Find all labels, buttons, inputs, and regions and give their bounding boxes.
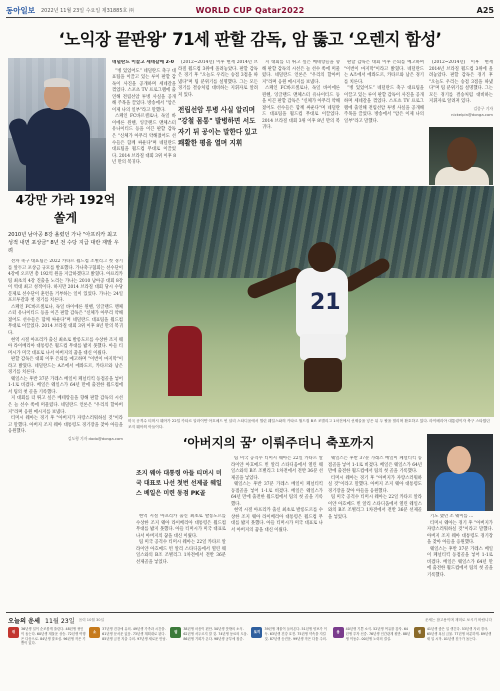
sidebar-body-text-3: 현역 시절 아프리카 출신 최초로 발롱도르를 수상한 조지 웨아 라이베리아 대통령은 월드컵 무대를 밟지 못했다. 아들 티머시가 미국 대표로 나서 아버지의 꿈을 대신 이뤘다. bbox=[8, 337, 123, 356]
sidebar-headline: 4강만 가라 192억 쏠게 bbox=[15, 193, 116, 225]
fortune-date: 11월 23일 bbox=[45, 617, 75, 625]
newspaper-name: 동아일보 bbox=[6, 5, 35, 15]
article1-pullquote: 전립선암 투병 사실 알리며 "강철 몸통" 발병하면 서도 자기 뒤 공이는 말한다 있고 쾌활한 평을 열며 지휘 bbox=[178, 106, 258, 147]
article1-col1-text: “병 있었어도” 네덜란드 축구 대표팀을 이끌고 있는 루이 판할 감독이 사진을 공개하며 세네갈을 꺾었다. 스포츠 TV 프로그램에 출연해 전립선암 투병 사실을 공개해 주목을 끌었다. 방송에서 "암은 이제 나의 일부"라고 말했다. bbox=[112, 68, 176, 113]
article2-column-4 bbox=[427, 514, 493, 608]
article1-column-4 bbox=[344, 60, 424, 186]
article2-col3-text: 웨일스는 후반 37분 가레스 베일이 페널티킥 동점골을 넣어 1-1로 비겼다. 베일은 웨일스가 64년 만에 출전한 월드컵에서 팀의 첫 골을 기록했다. bbox=[328, 456, 422, 475]
sidebar-body-text-5: 웨일스는 후반 37분 가레스 베일이 페널티킥 동점골을 넣어 1-1로 비겼다. 베일은 웨일스가 64년 만에 출전한 월드컵에서 팀의 첫 골을 기록했다. bbox=[8, 376, 123, 395]
article1-reporter: 김종구 기자 nickelpin@donga.com bbox=[451, 105, 493, 118]
fortune-text: 36년생 일이 순조롭게 풀린다. 48년생 귀인이 돕는다. 60년생 재물운 상승. 72년생 여행은 다음으로. 84년생 말조심. 96년생 작은 기쁨이 있다. bbox=[21, 627, 86, 646]
article2-column-1 bbox=[136, 514, 226, 608]
fortune-item bbox=[251, 627, 329, 687]
article1-col2-text: 스페인 FC바르셀로나, 독일 바이에른 뮌헨, 잉글랜드 맨체스터 유나이티드 등을 이끈 판할 감독은 "신체가 아무리 약해졌어도 선수들은 함께 싸운다"며 네덜란드 대표팀을 월드컵 무대로 이끌었다. 2014 브라질 대회 3위 이후 8년 만의 복귀다. bbox=[112, 114, 176, 166]
article2-col2c-text: 현역 시절 아프리카 출신 최초로 발롱도르를 수상한 조지 웨아 라이베리아 대통령은 월드컵 무대를 밟지 못했다. 아들 티머시가 미국 대표로 나서 아버지의 꿈을 대신 이뤘다. bbox=[231, 508, 323, 534]
fortune-item bbox=[414, 627, 492, 687]
coach-photo bbox=[8, 58, 106, 191]
zodiac-badge: 범 bbox=[170, 627, 181, 638]
goalkeeper-photo bbox=[427, 434, 493, 511]
sidebar-body-text-6: 지 대회를 더 뛰고 싶은 베테랑들을 향해 판할 감독의 시선은 늘 선수 쪽에 머물렀다. 네덜란드 언론은 "우리의 할아버지"라며 응원 메시지를 보냈다. bbox=[8, 396, 123, 415]
article1-col6-text: (2012~2014년) 이후 현재 2014년 브라질 월드컵 3위에 올려놓았다. 판할 감독은 경기 후 "오늘도 우리는 승점 3점을 따냈다"며 팀 분위기를 설명했다. 그는 모든 경기를 결승처럼 대비하는 지휘자로 알려져 있다. bbox=[429, 60, 493, 105]
article1-col5b-text: “병 있었어도” 네덜란드 축구 대표팀을 이끌고 있는 루이 판할 감독이 사진을 공개하며 세네갈을 꺾었다. 스포츠 TV 프로그램에 출연해 전립선암 투병 사실을 공개해 주목을 끌었다. 방송에서 "암은 이제 나의 일부"라고 말했다. bbox=[344, 86, 424, 124]
bottom-rule bbox=[6, 612, 494, 613]
fortune-text: 41년생 좋은 일 생긴다. 53년생 자녀 경사. 65년생 욕심 금물. 77년생 차분하게. 89년생 새 일 시작. 01년생 친구가 돕는다. bbox=[426, 627, 492, 641]
fortune-item bbox=[333, 627, 411, 687]
article1-col4-text: 지 대회를 더 뛰고 싶은 베테랑들을 향해 판할 감독의 시선은 늘 선수 쪽에 머물렀다. 네덜란드 언론은 "우리의 할아버지"라며 응원 메시지를 보냈다. bbox=[262, 60, 340, 85]
zodiac-badge: 뱀 bbox=[414, 627, 425, 638]
article1-byline: 네덜란드 이끌고 세네갈에 2-0 bbox=[112, 60, 174, 65]
header-rule bbox=[6, 17, 494, 18]
zodiac-badge: 토끼 bbox=[251, 627, 262, 638]
zodiac-badge: 쥐 bbox=[8, 627, 19, 638]
fortune-title: 오늘의 운세 bbox=[8, 617, 41, 625]
page-number: A25 bbox=[476, 5, 494, 15]
article1-column-2 bbox=[178, 60, 258, 104]
article2-col1-text: 현역 시절 아프리카 출신 최초로 발롱도르를 수상한 조지 웨아 라이베리아 대통령은 월드컵 무대를 밟지 못했다. 아들 티머시가 미국 대표로 나서 아버지의 꿈을 대신 이뤘다. bbox=[136, 514, 226, 539]
main-headline: ‘노익장 끝판왕’ 71세 판할 감독, 암 뚫고 ‘오렌지 함성’ bbox=[58, 30, 442, 49]
article1-col3-text: (2012~2014년) 이후 현재 2014년 브라질 월드컵 3위에 올려놓았다. 판할 감독은 경기 후 "오늘도 우리는 승점 3점을 따냈다"며 팀 분위기를 설명했다. 그는 모든 경기를 결승처럼 대비하는 지휘자로 알려져 있다. bbox=[178, 60, 258, 98]
sidebar-body bbox=[8, 259, 123, 607]
fortune-item bbox=[8, 627, 86, 687]
article1-col5-text: 판할 감독은 대회 이후 은퇴를 예고하며 "이번이 마지막"이라고 밝혔다. 네덜란드는 A조에서 에콰도르, 카타르와 남은 경기를 치른다. bbox=[344, 60, 424, 85]
article2-col4b-text: 웨일스는 후반 37분 가레스 베일이 페널티킥 동점골을 넣어 1-1로 비겼다. 베일은 웨일스가 64년 만에 출전한 월드컵에서 팀의 첫 골을 기록했다. bbox=[427, 546, 493, 578]
fortune-grid bbox=[8, 627, 492, 687]
sidebar-body-text-4: 판할 감독은 대회 이후 은퇴를 예고하며 "이번이 마지막"이라고 밝혔다. 네덜란드는 A조에서 에콰도르, 카타르와 남은 경기를 치른다. bbox=[8, 357, 123, 376]
article2-gk-caption: 기도 했던 조 웨이를 ... bbox=[430, 514, 474, 519]
section-logo: WORLD CUP Qatar2022 bbox=[195, 5, 305, 15]
article2-col4-text: 티머시 웨아는 경기 후 "아버지가 자랑스러워하실 것"이라고 말했다. 아버지 조지 웨아 대통령도 경기장을 찾아 아들을 응원했다. bbox=[427, 520, 493, 546]
fortune-lunar-date: 음력 10월 30일 bbox=[78, 617, 105, 622]
article1-column-5 bbox=[429, 60, 493, 126]
article1-column-1 bbox=[112, 60, 176, 188]
sidebar-body-text: 전차 축구 대표팀은 2022 카타르 월드컵 조별리그 첫 경기를 앞두고 포상금 규모를 발표했다. 가나축구협회는 선수단이 4강에 오르면 총 192억 원을 지급하겠다고 밝혔다. 아프리카 팀 최초의 4강 진출을 노리는 가나는 2010 남아공 대회 8강이 역대 최고 성적이다. 하지만 2014 브라질 대회 당시 수당 문제로 선수단이 훈련을 거부하는 일이 있었다. 가나는 24일 포르투갈과 첫 경기를 치른다. bbox=[8, 259, 123, 304]
fortune-item bbox=[170, 627, 248, 687]
sidebar-body-text-7: 티머시 웨아는 경기 후 "아버지가 자랑스러워하실 것"이라고 말했다. 아버지 조지 웨아 대통령도 경기장을 찾아 아들을 응원했다. bbox=[8, 416, 123, 435]
sidebar-reporter: 김도형 기자 dodo@donga.com bbox=[67, 435, 123, 441]
fortune-item bbox=[89, 627, 167, 687]
sidebar-body-text-2: 스페인 FC바르셀로나, 독일 바이에른 뮌헨, 잉글랜드 맨체스터 유나이티드 등을 이끈 판할 감독은 "신체가 아무리 약해졌어도 선수들은 함께 싸운다"며 네덜란드 대표팀을 월드컵 무대로 이끌었다. 2014 브라질 대회 3위 이후 8년 만의 복귀다. bbox=[8, 304, 123, 337]
article2-subheadline: 조지 웨아 대통령 아들 티머시 미국 대표로 나선 첫번 선제골 웨일스 베일은 미련 동점 PK골 bbox=[136, 470, 222, 498]
fortune-text: 38년생 마음이 편안. 50년생 뜻밖의 소식. 62년생 서두르지 말 것. 74년생 동료의 도움. 86년생 기회가 온다. 98년생 공부에 집중. bbox=[183, 627, 248, 641]
article1-col4b-text: 스페인 FC바르셀로나, 독일 바이에른 뮌헨, 잉글랜드 맨체스터 유나이티드 등을 이끈 판할 감독은 "신체가 아무리 약해졌어도 선수들은 함께 싸운다"며 네덜란드 대표팀을 월드컵 무대로 이끌었다. 2014 브라질 대회 3위 이후 8년 만의 복귀다. bbox=[262, 86, 340, 131]
page-header bbox=[6, 3, 494, 17]
article2-headline: ‘아버지의 꿈’ 이뤄주더니 축포까지 bbox=[182, 435, 375, 450]
article2-col3b-text: 티머시 웨아는 경기 후 "아버지가 자랑스러워하실 것"이라고 말했다. 아버지 조지 웨아 대통령도 경기장을 찾아 아들을 응원했다. bbox=[328, 475, 422, 494]
article2-col2-text: 팀 미국 공격수 티머시 웨아는 22일 카타르 알라이얀 아흐메드 빈 알리 스타디움에서 열린 웨일스와의 B조 조별리그 1차전에서 전반 36분 선제골을 넣었다. bbox=[231, 456, 323, 481]
fortune-text: 40년생 기쁜 소식. 52년생 여유를 갖자. 64년생 투자 신중. 76년생 인간관계 원만. 88년생 이동수. 00년생 노력의 결실. bbox=[345, 627, 411, 641]
celebration-photo bbox=[128, 186, 494, 417]
photo-caption: 미국 공격수 티머시 웨아가 22일 카타르 알라이얀 아흐메드 빈 알리 스타디움에서 열린 웨일스와의 카타르 월드컵 B조 조별리그 1차전에서 선제골을 넣은 뒤 두 팔을 벌리며 환호하고 있다. 라이베리아 대통령이자 축구 스타였던 조지 웨아의 아들이다. bbox=[128, 419, 490, 429]
fortune-text: 39년생 재물이 들어온다. 51년생 양보가 이득. 63년생 건강 호전. 75년생 약속을 지킬 것. 87년생 승진운. 99년생 작은 다툼 주의. bbox=[264, 627, 327, 641]
article1-column-3 bbox=[262, 60, 340, 186]
fortune-text: 37년생 건강에 유의. 49년생 가족과 시간을. 61년생 문서운 있음. 73년생 계획대로 된다. 85년생 금전 지출 주의. 97년생 새로운 만남. bbox=[102, 627, 167, 641]
zodiac-badge: 용 bbox=[333, 627, 344, 638]
article2-col2b-text: 웨일스는 후반 37분 가레스 베일이 페널티킥 동점골을 넣어 1-1로 비겼다. 베일은 웨일스가 64년 만에 출전한 월드컵에서 팀의 첫 골을 기록했다. bbox=[231, 482, 323, 507]
fortune-note: 운세는 참고용이며 재미로 보시기 바랍니다 bbox=[424, 617, 492, 622]
jersey-number: 21 bbox=[310, 290, 341, 315]
player-portrait-photo bbox=[429, 127, 493, 185]
article2-col3c-text: 팀 미국 공격수 티머시 웨아는 22일 카타르 알라이얀 아흐메드 빈 알리 스타디움에서 열린 웨일스와의 B조 조별리그 1차전에서 전반 36분 선제골을 넣었다. bbox=[328, 495, 422, 520]
issue-date: 2022년 11월 23일 수요일 제31885호 ㈜ bbox=[40, 7, 134, 14]
fortune-header bbox=[8, 615, 492, 625]
zodiac-badge: 소 bbox=[89, 627, 100, 638]
article2-col1b-text: 팀 미국 공격수 티머시 웨아는 22일 카타르 알라이얀 아흐메드 빈 알리 스타디움에서 열린 웨일스와의 B조 조별리그 1차전에서 전반 36분 선제골을 넣었다. bbox=[136, 540, 226, 565]
sidebar-subheadline: 2010년 남아공 8강 올렸던 가나 "아프리카 최고 성적 내면 포상금" 8년 전 수당 지급 대란 재발 우려 bbox=[8, 232, 119, 254]
article2-column-2 bbox=[231, 456, 323, 608]
article2-column-3 bbox=[328, 456, 422, 608]
